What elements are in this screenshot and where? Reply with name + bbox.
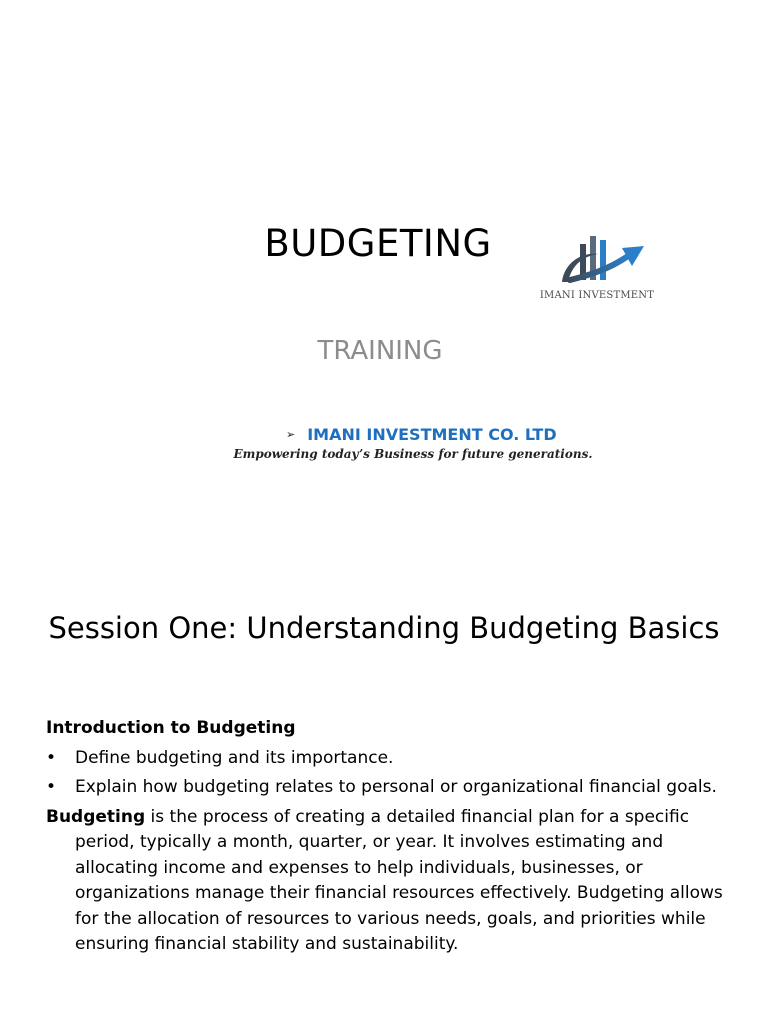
list-item [46,775,736,801]
definition-text: is the process of creating a detailed financial plan for a specific period, typically a month, quarter, or year. It involves estimating and allocating income and expenses to help individuals, businesses, or organizations manage their financial resources effectively. Budgeting allows for the allocation of resources to various needs, goals, and priorities while ensuring financial stability and sustainability. [75,806,723,954]
company-line [286,423,557,445]
slide-title: BUDGETING [264,222,492,265]
list-item [46,746,736,772]
rising-arrow-logo-icon [524,230,670,288]
list-item-text: Define budgeting and its importance. [75,747,394,768]
bullet-icon: • [46,777,57,797]
company-tagline: Empowering today’s Business for future generations. [233,447,593,461]
definition-term: Budgeting [46,806,146,827]
subtitle: TRAINING [317,336,443,366]
company-name: IMANI INVESTMENT CO. LTD [307,424,557,444]
bullet-icon: • [46,747,57,768]
definition-paragraph [46,805,736,958]
company-logo [524,230,670,306]
arrow-bullet-icon: ➢ [286,427,296,441]
list-item-text: Explain how budgeting relates to personal or organizational financial goals. [75,777,717,797]
section-heading: Introduction to Budgeting [46,718,296,738]
session-title: Session One: Understanding Budgeting Basics [48,611,720,645]
logo-text: IMANI INVESTMENT [539,290,655,301]
intro-content [46,716,736,958]
bullet-list [46,746,736,801]
